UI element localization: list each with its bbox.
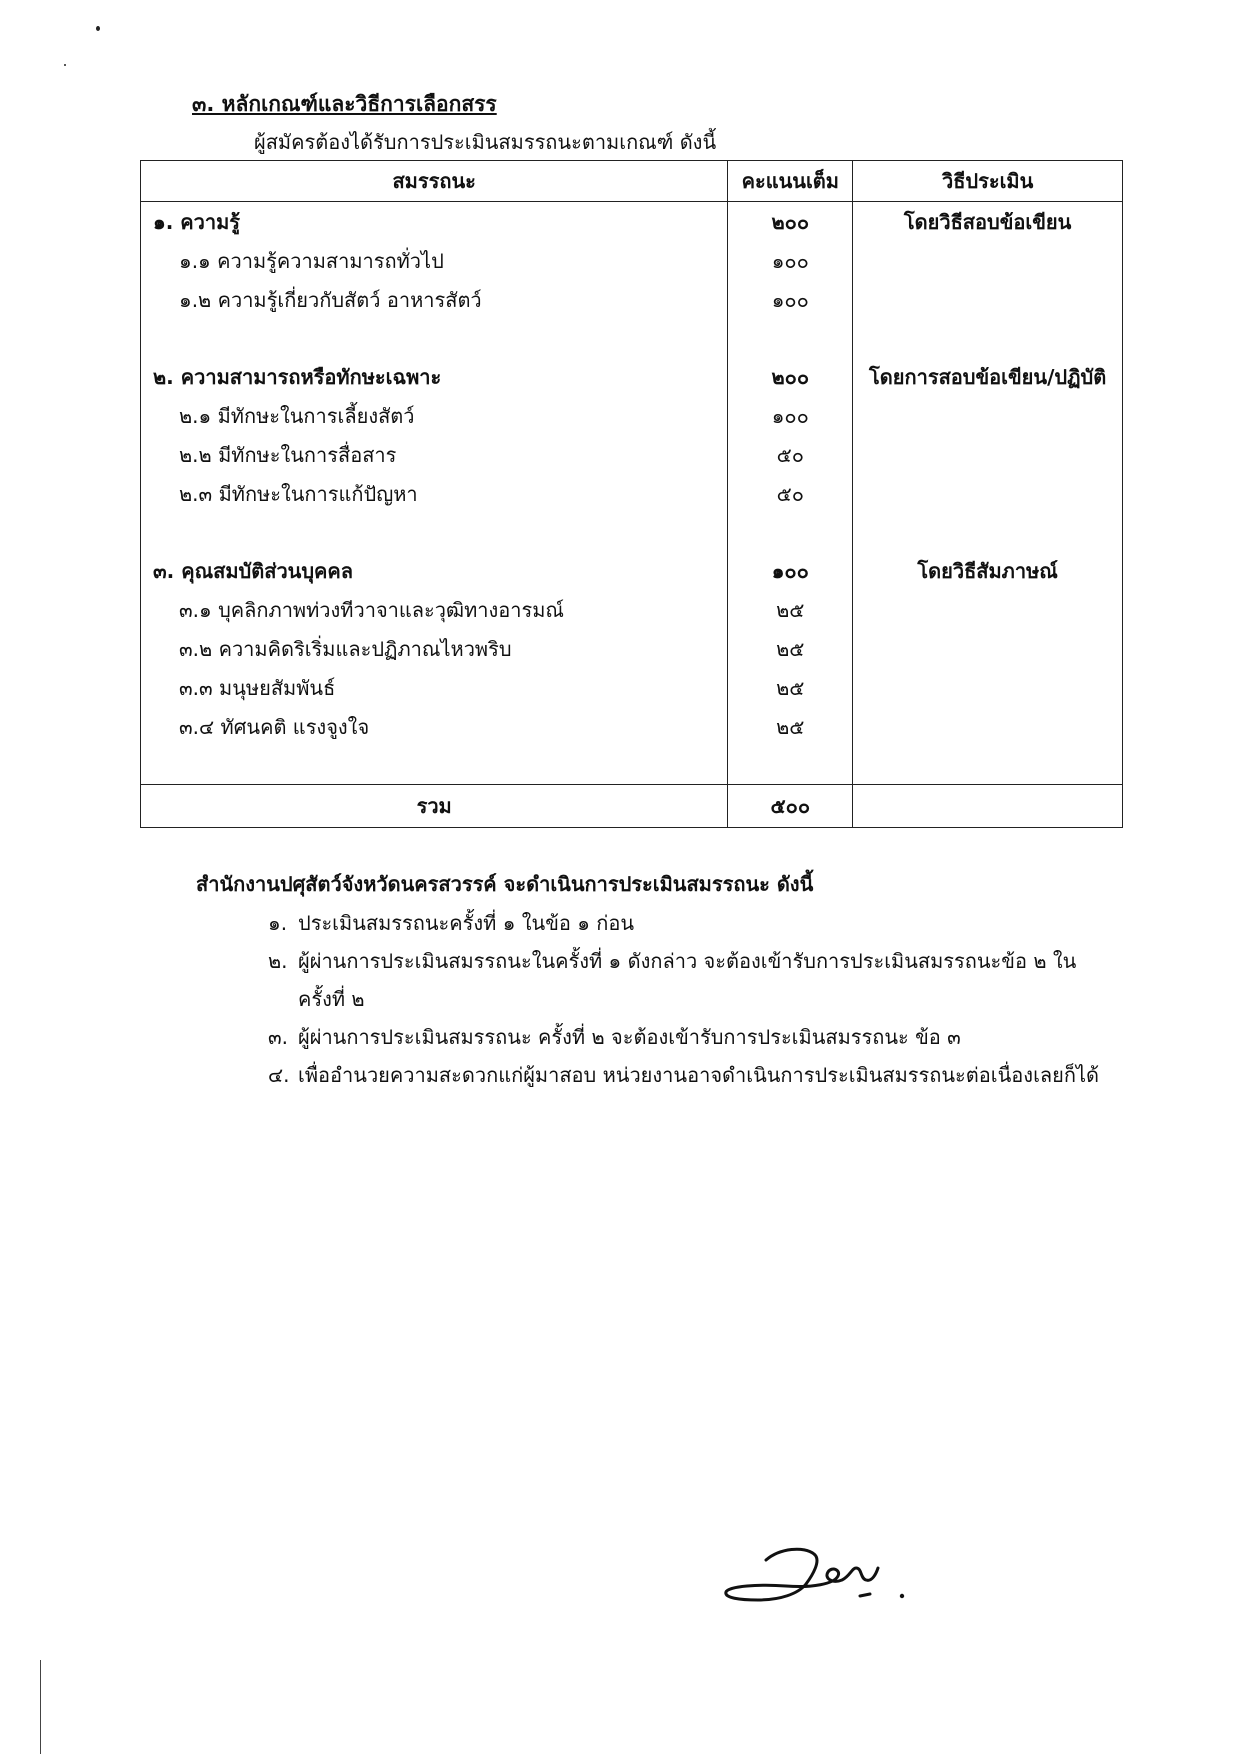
item-score: ๒๕	[728, 707, 853, 746]
step-text: ผู้ผ่านการประเมินสมรรถนะในครั้งที่ ๑ ดังกล่าว จะต้องเข้ารับการประเมินสมรรถนะข้อ ๒ ในครั้งที่ ๒	[298, 949, 1077, 1011]
group-method: โดยการสอบข้อเขียน/ปฏิบัติ	[853, 357, 1123, 396]
table-row	[141, 435, 1123, 474]
item-name: ๓.๓ มนุษยสัมพันธ์	[141, 668, 728, 707]
table-row	[141, 668, 1123, 707]
table-row	[141, 474, 1123, 513]
item-score: ๒๕	[728, 590, 853, 629]
item-score: ๑๐๐	[728, 396, 853, 435]
group-name: ๑. ความรู้	[141, 202, 728, 242]
item-score: ๒๕	[728, 629, 853, 668]
item-name: ๑.๒ ความรู้เกี่ยวกับสัตว์ อาหารสัตว์	[141, 280, 728, 319]
group-score: ๑๐๐	[728, 551, 853, 590]
scan-speck	[96, 26, 100, 31]
header-method: วิธีประเมิน	[853, 161, 1123, 202]
section-title: ๓. หลักเกณฑ์และวิธีการเลือกสรร	[192, 92, 497, 116]
procedure-heading: สำนักงานปศุสัตว์จังหวัดนครสวรรค์ จะดำเนินการประเมินสมรรถนะ ดังนี้	[196, 872, 814, 896]
handwritten-signature	[720, 1520, 940, 1620]
step-text: เพื่ออำนวยความสะดวกแก่ผู้มาสอบ หน่วยงานอาจดำเนินการประเมินสมรรถนะต่อเนื่องเลยก็ได้	[298, 1063, 1100, 1087]
scan-speck	[64, 64, 66, 66]
procedure-list	[268, 904, 1108, 1094]
item-name: ๑.๑ ความรู้ความสามารถทั่วไป	[141, 241, 728, 280]
item-name: ๓.๔ ทัศนคติ แรงจูงใจ	[141, 707, 728, 746]
table-header-row	[141, 161, 1123, 202]
criteria-table	[140, 160, 1123, 828]
step-text: ผู้ผ่านการประเมินสมรรถนะ ครั้งที่ ๒ จะต้องเข้ารับการประเมินสมรรถนะ ข้อ ๓	[298, 1025, 961, 1049]
item-score: ๒๕	[728, 668, 853, 707]
step-number: ๔.	[268, 1063, 290, 1087]
table-row	[141, 590, 1123, 629]
table-row	[141, 707, 1123, 746]
section-intro: ผู้สมัครต้องได้รับการประเมินสมรรถนะตามเกณฑ์ ดังนี้	[254, 130, 717, 154]
list-item	[268, 942, 1108, 1018]
list-item	[268, 1018, 1108, 1056]
scan-edge-line	[40, 1660, 41, 1754]
group-name: ๒. ความสามารถหรือทักษะเฉพาะ	[141, 357, 728, 396]
table-row	[141, 280, 1123, 319]
list-item	[268, 904, 1108, 942]
table-row	[141, 396, 1123, 435]
item-name: ๓.๑ บุคลิกภาพท่วงทีวาจาและวุฒิทางอารมณ์	[141, 590, 728, 629]
total-score: ๕๐๐	[728, 785, 853, 828]
header-competency: สมรรถนะ	[141, 161, 728, 202]
item-score: ๕๐	[728, 435, 853, 474]
step-number: ๓.	[268, 1025, 289, 1049]
table-spacer-row	[141, 319, 1123, 357]
table-row	[141, 629, 1123, 668]
table-group-row	[141, 551, 1123, 590]
step-number: ๑.	[268, 911, 288, 935]
table-group-row	[141, 357, 1123, 396]
item-score: ๑๐๐	[728, 280, 853, 319]
table-total-row	[141, 785, 1123, 828]
step-number: ๒.	[268, 949, 288, 973]
total-label: รวม	[141, 785, 728, 828]
group-method: โดยวิธีสัมภาษณ์	[853, 551, 1123, 590]
table-spacer-row	[141, 513, 1123, 551]
item-name: ๒.๒ มีทักษะในการสื่อสาร	[141, 435, 728, 474]
header-full-score: คะแนนเต็ม	[728, 161, 853, 202]
step-text: ประเมินสมรรถนะครั้งที่ ๑ ในข้อ ๑ ก่อน	[298, 911, 635, 935]
group-score: ๒๐๐	[728, 202, 853, 242]
item-name: ๒.๑ มีทักษะในการเลี้ยงสัตว์	[141, 396, 728, 435]
table-group-row	[141, 202, 1123, 242]
list-item	[268, 1056, 1108, 1094]
item-score: ๑๐๐	[728, 241, 853, 280]
group-method: โดยวิธีสอบข้อเขียน	[853, 202, 1123, 242]
item-name: ๒.๓ มีทักษะในการแก้ปัญหา	[141, 474, 728, 513]
group-name: ๓. คุณสมบัติส่วนบุคคล	[141, 551, 728, 590]
item-score: ๕๐	[728, 474, 853, 513]
group-score: ๒๐๐	[728, 357, 853, 396]
item-name: ๓.๒ ความคิดริเริ่มและปฏิภาณไหวพริบ	[141, 629, 728, 668]
table-row	[141, 241, 1123, 280]
table-spacer-row	[141, 746, 1123, 785]
